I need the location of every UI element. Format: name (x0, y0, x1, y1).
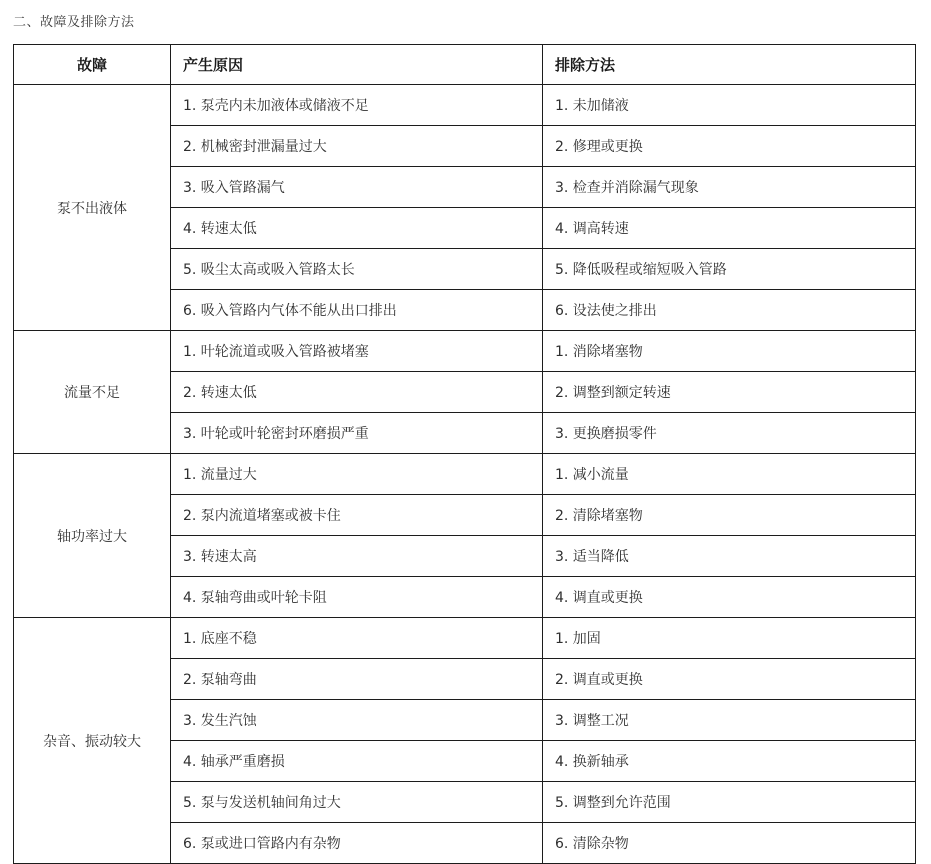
remedy-cell: 1. 减小流量 (543, 454, 916, 495)
table-row (14, 85, 916, 126)
fault-cell: 泵不出液体 (14, 85, 171, 331)
cause-cell: 2. 机械密封泄漏量过大 (171, 126, 543, 167)
cause-cell: 2. 泵内流道堵塞或被卡住 (171, 495, 543, 536)
table-row (14, 618, 916, 659)
cause-cell: 3. 叶轮或叶轮密封环磨损严重 (171, 413, 543, 454)
remedy-cell: 2. 调整到额定转速 (543, 372, 916, 413)
remedy-cell: 6. 设法使之排出 (543, 290, 916, 331)
remedy-cell: 6. 清除杂物 (543, 823, 916, 864)
remedy-cell: 2. 调直或更换 (543, 659, 916, 700)
cause-cell: 6. 泵或进口管路内有杂物 (171, 823, 543, 864)
remedy-cell: 3. 调整工况 (543, 700, 916, 741)
cause-cell: 3. 发生汽蚀 (171, 700, 543, 741)
cause-cell: 2. 泵轴弯曲 (171, 659, 543, 700)
remedy-cell: 1. 加固 (543, 618, 916, 659)
remedy-cell: 5. 调整到允许范围 (543, 782, 916, 823)
table-body (14, 85, 916, 864)
fault-cell: 杂音、振动较大 (14, 618, 171, 864)
header-cause: 产生原因 (171, 45, 543, 85)
cause-cell: 4. 轴承严重磨损 (171, 741, 543, 782)
cause-cell: 5. 泵与发送机轴间角过大 (171, 782, 543, 823)
header-fault: 故障 (14, 45, 171, 85)
fault-cell: 流量不足 (14, 331, 171, 454)
remedy-cell: 3. 适当降低 (543, 536, 916, 577)
cause-cell: 1. 流量过大 (171, 454, 543, 495)
cause-cell: 6. 吸入管路内气体不能从出口排出 (171, 290, 543, 331)
fault-troubleshooting-table (13, 44, 916, 864)
cause-cell: 1. 底座不稳 (171, 618, 543, 659)
remedy-cell: 1. 消除堵塞物 (543, 331, 916, 372)
table-row (14, 331, 916, 372)
remedy-cell: 4. 调高转速 (543, 208, 916, 249)
cause-cell: 1. 泵壳内未加液体或储液不足 (171, 85, 543, 126)
cause-cell: 4. 转速太低 (171, 208, 543, 249)
cause-cell: 1. 叶轮流道或吸入管路被堵塞 (171, 331, 543, 372)
remedy-cell: 2. 修理或更换 (543, 126, 916, 167)
cause-cell: 2. 转速太低 (171, 372, 543, 413)
remedy-cell: 1. 未加储液 (543, 85, 916, 126)
header-remedy: 排除方法 (543, 45, 916, 85)
cause-cell: 3. 吸入管路漏气 (171, 167, 543, 208)
cause-cell: 4. 泵轴弯曲或叶轮卡阻 (171, 577, 543, 618)
table-header-row (14, 45, 916, 85)
remedy-cell: 3. 更换磨损零件 (543, 413, 916, 454)
remedy-cell: 4. 调直或更换 (543, 577, 916, 618)
remedy-cell: 5. 降低吸程或缩短吸入管路 (543, 249, 916, 290)
cause-cell: 5. 吸尘太高或吸入管路太长 (171, 249, 543, 290)
table-row (14, 454, 916, 495)
remedy-cell: 4. 换新轴承 (543, 741, 916, 782)
remedy-cell: 3. 检查并消除漏气现象 (543, 167, 916, 208)
remedy-cell: 2. 清除堵塞物 (543, 495, 916, 536)
cause-cell: 3. 转速太高 (171, 536, 543, 577)
fault-cell: 轴功率过大 (14, 454, 171, 618)
section-title: 二、故障及排除方法 (13, 15, 135, 30)
